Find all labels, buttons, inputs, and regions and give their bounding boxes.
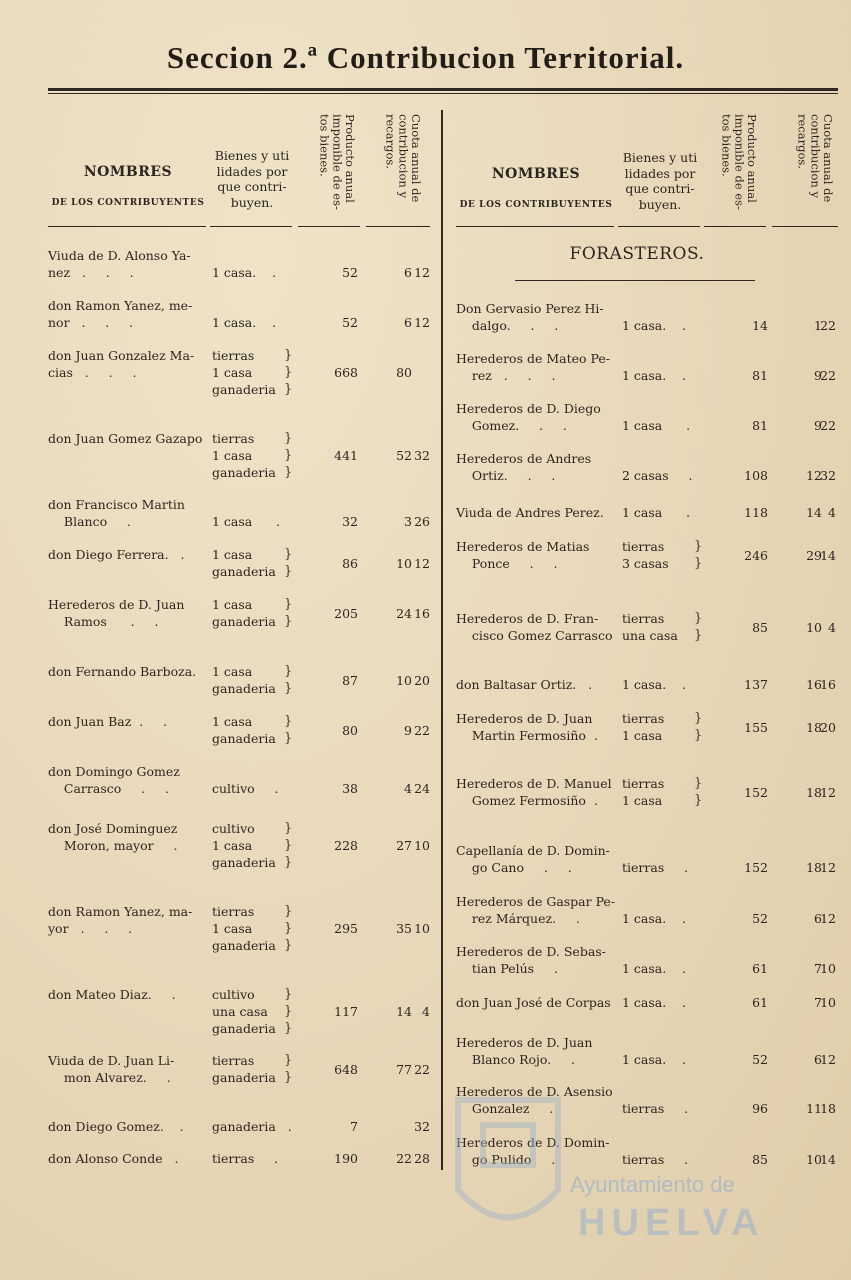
table-row — [48, 663, 433, 697]
contribuyente-name: don Mateo Diaz. . — [48, 987, 176, 1002]
table-row — [48, 430, 433, 481]
contribuyente-name: Herederos de D. Diego Gomez. . . — [456, 401, 601, 433]
page-title: Seccion 2.ª Contribucion Territorial. — [166, 40, 685, 75]
header-contribuyentes-label-right: DE LOS CONTRIBUYENTES — [459, 199, 613, 210]
cuota-maravedis: 12 — [414, 315, 430, 330]
producto-value: 96 — [752, 1101, 768, 1116]
header-cuota-right: Cuota anual de contribucion y recargos. — [795, 114, 835, 203]
cuota-reales: 9 — [814, 368, 822, 383]
contribuyente-name: don Juan José de Corpas — [456, 995, 611, 1010]
header-nombres-title: NOMBRES — [83, 164, 173, 180]
contribuyente-name: don Fernando Barboza. — [48, 664, 197, 679]
table-row — [456, 450, 838, 484]
brace-mark: } } — [284, 714, 293, 746]
header-nombres-title-right: NOMBRES — [491, 166, 581, 182]
header-rule-right-b — [618, 226, 700, 227]
producto-value: 87 — [342, 672, 358, 688]
contribuyente-name: Herederos de D. Sebas- tian Pelús . — [456, 944, 606, 976]
cuota-maravedis: 4 — [828, 619, 836, 635]
cuota-maravedis: 4 — [828, 505, 836, 520]
bienes-cell: tierras una casa — [622, 611, 678, 643]
table-row — [48, 297, 433, 331]
producto-value: 85 — [752, 619, 768, 635]
contribuyente-name: Herederos de D. Juan Ramos . . — [48, 597, 185, 629]
table-row — [456, 504, 838, 521]
brace-mark: } } } — [284, 821, 293, 870]
cuota-maravedis: 12 — [820, 1052, 836, 1067]
producto-value: 52 — [342, 265, 358, 280]
bienes-cell: 1 casa. . — [622, 1052, 687, 1067]
bienes-cell: 1 casa. . — [622, 995, 687, 1010]
table-row — [48, 347, 433, 398]
producto-value: 81 — [752, 368, 768, 383]
bienes-cell: 1 casa . — [212, 514, 281, 529]
cuota-maravedis: 10 — [820, 995, 836, 1010]
bienes-cell: tierras . — [622, 1101, 689, 1116]
cuota-maravedis: 22 — [820, 418, 836, 433]
table-row — [456, 610, 838, 644]
contribuyente-name: don Diego Ferrera. . — [48, 547, 185, 562]
contribuyente-name: Herederos de D. Manuel Gomez Fermosiño . — [456, 776, 612, 808]
producto-value: 52 — [752, 1052, 768, 1067]
cuota-reales: 10 — [396, 555, 412, 571]
cuota-reales: 10 — [806, 619, 822, 635]
producto-value: 117 — [334, 1004, 358, 1019]
header-cuota-left: Cuota anual de contribucion y recargos. — [383, 114, 423, 203]
cuota-reales: 18 — [806, 784, 822, 800]
header-bienes-right: Bienes y uti lidades por que contri- buyen. — [622, 150, 698, 212]
table-row — [48, 903, 433, 954]
producto-value: 80 — [342, 722, 358, 738]
cuota-reales: 10 — [396, 672, 412, 688]
brace-mark: } } — [284, 597, 293, 629]
cuota-maravedis: 14 — [820, 1152, 836, 1167]
cuota-maravedis: 12 — [820, 784, 836, 800]
producto-value: 137 — [744, 677, 768, 692]
table-row — [456, 842, 838, 876]
bienes-cell: 1 casa ganaderia — [212, 714, 276, 746]
bienes-cell: ganaderia . — [212, 1119, 292, 1134]
table-row — [48, 1052, 433, 1086]
contribuyente-name: Herederos de D. Asensio Gonzalez . — [456, 1084, 613, 1116]
contribuyente-name: Viuda de D. Juan Li- mon Alvarez. . — [48, 1053, 175, 1085]
cuota-reales: 24 — [396, 605, 412, 621]
watermark-line2: HUELVA — [578, 1202, 765, 1244]
header-producto-left: Producto anual imponible de es- tos bienes. — [317, 114, 357, 210]
contribuyente-name: don Juan Gomez Gazapo — [48, 431, 203, 446]
brace-mark: } } } — [284, 987, 293, 1036]
bienes-cell: tierras . — [212, 1151, 279, 1166]
producto-value: 118 — [744, 505, 768, 520]
column-divider — [441, 110, 443, 1170]
bienes-cell: 2 casas . — [622, 468, 693, 483]
producto-value: 246 — [744, 547, 768, 563]
cuota-maravedis: 14 — [820, 547, 836, 563]
header-producto-right: Producto anual imponible de es- tos bienes. — [719, 114, 759, 210]
brace-mark: } } } — [284, 904, 293, 953]
bienes-cell: 1 casa . — [622, 418, 691, 433]
cuota-reales: 12 — [806, 468, 822, 483]
table-row — [456, 775, 838, 809]
contribuyente-name: Herederos de Andres Ortiz. . . — [456, 451, 592, 483]
producto-value: 86 — [342, 555, 358, 571]
table-row — [48, 986, 433, 1037]
cuota-reales: 27 — [396, 838, 412, 853]
brace-mark: } } — [694, 539, 703, 571]
bienes-cell: 1 casa ganaderia — [212, 664, 276, 696]
table-row — [456, 710, 838, 744]
producto-value: 295 — [334, 921, 358, 936]
brace-mark: } } — [284, 664, 293, 696]
contribuyente-name: Herederos de D. Fran- cisco Gomez Carrasco — [456, 611, 613, 643]
producto-value: 152 — [744, 860, 768, 875]
cuota-reales: 18 — [806, 719, 822, 735]
cuota-maravedis: 32 — [820, 468, 836, 483]
cuota-reales: 14 — [806, 505, 822, 520]
table-row — [456, 538, 838, 572]
header-rule-right-c — [704, 226, 766, 227]
watermark-line1: Ayuntamiento de — [570, 1172, 735, 1197]
cuota-maravedis: 10 — [414, 838, 430, 853]
cuota-reales: 11 — [806, 1101, 822, 1116]
cuota-reales: 14 — [396, 1004, 412, 1019]
contribuyente-name: Viuda de D. Alonso Ya- nez . . . — [48, 248, 191, 280]
contribuyente-name: Herederos de Gaspar Pe- rez Márquez. . — [456, 894, 616, 926]
cuota-maravedis: 18 — [820, 1101, 836, 1116]
cuota-maravedis: 22 — [820, 368, 836, 383]
brace-mark: } } — [694, 611, 703, 643]
table-row — [456, 350, 838, 384]
cuota-reales: 10 — [806, 1152, 822, 1167]
cuota-reales: 22 — [396, 1151, 412, 1166]
header-nombres-right — [456, 166, 616, 211]
contribuyente-name: Herederos de D. Juan Martin Fermosiño . — [456, 711, 598, 743]
producto-value: 52 — [342, 315, 358, 330]
contribuyente-name: don Juan Gonzalez Ma- cias . . . — [48, 348, 195, 380]
contribuyente-name: don Alonso Conde . — [48, 1151, 179, 1166]
brace-mark: } } — [694, 711, 703, 743]
table-row — [48, 596, 433, 630]
table-row — [48, 713, 433, 747]
bienes-cell: tierras 1 casa ganaderia — [212, 431, 276, 480]
cuota-maravedis: 20 — [820, 719, 836, 735]
producto-value: 205 — [334, 605, 358, 621]
cuota-maravedis: 10 — [820, 961, 836, 976]
bienes-cell: 1 casa. . — [622, 677, 687, 692]
cuota-maravedis: 12 — [414, 555, 430, 571]
contribuyente-name: don Baltasar Ortiz. . — [456, 677, 593, 692]
producto-value: 61 — [752, 961, 768, 976]
contribuyente-name: don Francisco Martin Blanco . — [48, 497, 185, 529]
table-row — [456, 994, 838, 1011]
table-row — [48, 247, 433, 281]
producto-value: 190 — [334, 1151, 358, 1166]
cuota-reales: 9 — [404, 722, 412, 738]
header-bienes-left: Bienes y uti lidades por que contri- buyen. — [214, 148, 290, 210]
table-row — [48, 546, 433, 580]
bienes-cell: tierras 3 casas — [622, 539, 669, 571]
forasteros-rule — [515, 280, 755, 281]
cuota-reales: 35 — [396, 921, 412, 936]
table-row — [48, 1118, 433, 1135]
cuota-maravedis: 12 — [414, 265, 430, 280]
bienes-cell: tierras 1 casa ganaderia — [212, 904, 276, 953]
header-contribuyentes-label: DE LOS CONTRIBUYENTES — [51, 197, 205, 208]
cuota-reales: 77 — [396, 1061, 412, 1077]
cuota-reales: 52 — [396, 448, 412, 463]
cuota-maravedis: 16 — [820, 677, 836, 692]
header-rule-right-d — [772, 226, 838, 227]
producto-value: 441 — [334, 448, 358, 463]
bienes-cell: tierras . — [622, 860, 689, 875]
cuota-reales: 6 — [404, 315, 412, 330]
contribuyente-name: Herederos de D. Juan Blanco Rojo. . — [456, 1035, 593, 1067]
bienes-cell: 1 casa . — [622, 505, 691, 520]
contribuyente-name: Viuda de Andres Perez. — [456, 505, 604, 520]
title-rule-thin — [48, 93, 838, 94]
table-row — [456, 300, 838, 334]
producto-value: 81 — [752, 418, 768, 433]
producto-value: 32 — [342, 514, 358, 529]
bienes-cell: tierras 1 casa — [622, 776, 665, 808]
header-rule-left-a — [48, 226, 206, 227]
brace-mark: } } } — [284, 348, 293, 397]
cuota-maravedis: 4 — [422, 1004, 430, 1019]
cuota-maravedis: 16 — [414, 605, 430, 621]
cuota-reales: 3 — [404, 514, 412, 529]
producto-value: 648 — [334, 1061, 358, 1077]
table-row — [456, 400, 838, 434]
cuota-maravedis: 12 — [820, 911, 836, 926]
table-row — [48, 1150, 433, 1167]
contribuyente-name: Herederos de D. Domin- go Pulido . — [456, 1135, 610, 1167]
bienes-cell: tierras . — [622, 1152, 689, 1167]
bienes-cell: tierras 1 casa — [622, 711, 665, 743]
contribuyente-name: don Domingo Gomez Carrasco . . — [48, 764, 180, 796]
bienes-cell: cultivo . — [212, 781, 279, 796]
header-rule-right-a — [456, 226, 614, 227]
bienes-cell: cultivo una casa ganaderia — [212, 987, 276, 1036]
forasteros-heading: FORASTEROS. — [569, 244, 705, 264]
bienes-cell: 1 casa. . — [622, 368, 687, 383]
contribuyente-name: don Juan Baz . . — [48, 714, 168, 729]
producto-value: 155 — [744, 719, 768, 735]
table-row — [48, 763, 433, 797]
producto-value: 61 — [752, 995, 768, 1010]
cuota-reales: 6 — [814, 911, 822, 926]
producto-value: 14 — [752, 318, 768, 333]
producto-value: 85 — [752, 1152, 768, 1167]
cuota-maravedis: 22 — [820, 318, 836, 333]
contribuyente-name: don Ramon Yanez, me- nor . . . — [48, 298, 193, 330]
cuota-reales: 80 — [396, 365, 412, 380]
cuota-reales: 1 — [814, 318, 822, 333]
cuota-reales: 7 — [814, 995, 822, 1010]
bienes-cell: tierras 1 casa ganaderia — [212, 348, 276, 397]
producto-value: 52 — [752, 911, 768, 926]
cuota-maravedis: 10 — [414, 921, 430, 936]
cuota-maravedis: 20 — [414, 672, 430, 688]
brace-mark: } } — [694, 776, 703, 808]
cuota-maravedis: 32 — [414, 448, 430, 463]
cuota-maravedis: 28 — [414, 1151, 430, 1166]
contribuyente-name: Herederos de Matias Ponce . . — [456, 539, 590, 571]
bienes-cell: 1 casa. . — [622, 911, 687, 926]
bienes-cell: 1 casa. . — [622, 318, 687, 333]
table-row — [456, 1034, 838, 1068]
table-row — [456, 893, 838, 927]
contribuyente-name: don José Dominguez Moron, mayor . — [48, 821, 178, 853]
cuota-reales: 6 — [814, 1052, 822, 1067]
brace-mark: } } — [284, 547, 293, 579]
producto-value: 38 — [342, 781, 358, 796]
bienes-cell: cultivo 1 casa ganaderia — [212, 821, 276, 870]
header-rule-left-d — [366, 226, 430, 227]
producto-value: 152 — [744, 784, 768, 800]
table-row — [456, 676, 838, 693]
producto-value: 668 — [334, 365, 358, 380]
header-rule-left-c — [298, 226, 360, 227]
bienes-cell: 1 casa. . — [212, 315, 277, 330]
table-row — [48, 496, 433, 530]
producto-value: 7 — [350, 1119, 358, 1134]
table-row — [456, 943, 838, 977]
contribuyente-name: don Diego Gomez. . — [48, 1119, 184, 1134]
contribuyente-name: Herederos de Mateo Pe- rez . . . — [456, 351, 610, 383]
contribuyente-name: don Ramon Yanez, ma- yor . . . — [48, 904, 193, 936]
header-rule-left-b — [210, 226, 292, 227]
producto-value: 108 — [744, 468, 768, 483]
title-rule-thick — [48, 88, 838, 91]
cuota-reales: 6 — [404, 265, 412, 280]
cuota-maravedis: 32 — [414, 1119, 430, 1134]
producto-value: 228 — [334, 838, 358, 853]
bienes-cell: tierras ganaderia — [212, 1053, 276, 1085]
cuota-reales: 29 — [806, 547, 822, 563]
contribuyente-name: Don Gervasio Perez Hi- dalgo. . . — [456, 301, 604, 333]
cuota-maravedis: 22 — [414, 722, 430, 738]
cuota-maravedis: 12 — [820, 860, 836, 875]
bienes-cell: 1 casa. . — [212, 265, 277, 280]
contribuyente-name: Capellanía de D. Domin- go Cano . . — [456, 843, 610, 875]
brace-mark: } } — [284, 1053, 293, 1085]
header-nombres-left — [48, 164, 208, 209]
cuota-maravedis: 24 — [414, 781, 430, 796]
cuota-reales: 9 — [814, 418, 822, 433]
bienes-cell: 1 casa ganaderia — [212, 547, 276, 579]
cuota-maravedis: 26 — [414, 514, 430, 529]
bienes-cell: 1 casa ganaderia — [212, 597, 276, 629]
bienes-cell: 1 casa. . — [622, 961, 687, 976]
cuota-reales: 7 — [814, 961, 822, 976]
brace-mark: } } } — [284, 431, 293, 480]
cuota-reales: 16 — [806, 677, 822, 692]
table-row — [48, 820, 433, 871]
cuota-reales: 4 — [404, 781, 412, 796]
cuota-reales: 18 — [806, 860, 822, 875]
cuota-maravedis: 22 — [414, 1061, 430, 1077]
